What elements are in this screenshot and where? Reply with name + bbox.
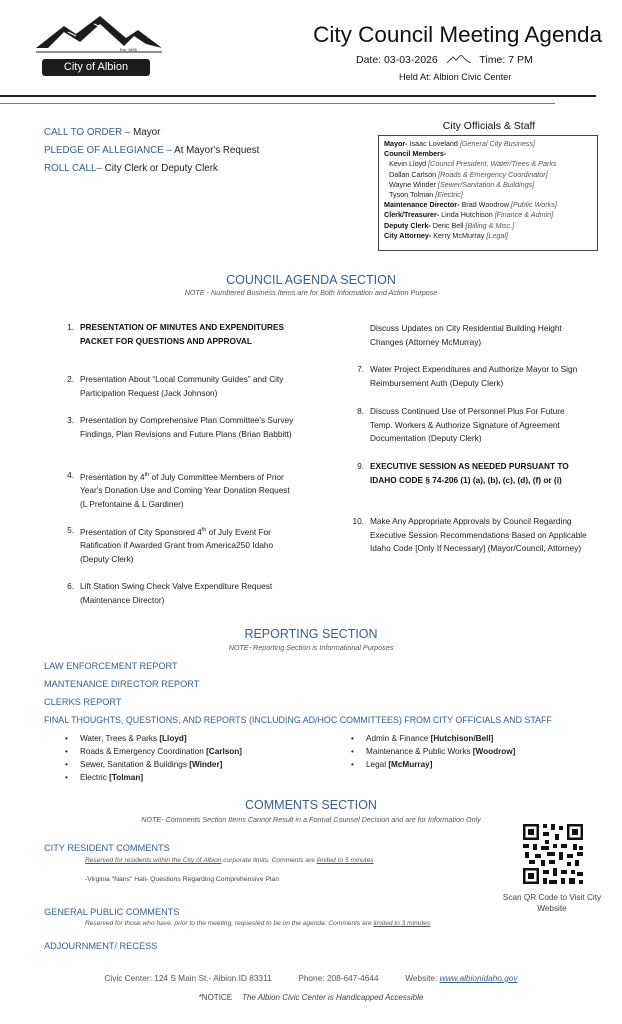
official-deputy-clerk: Deputy Clerk- Deric Bell [Billing & Misc.] — [384, 220, 515, 230]
time-label: Time: — [479, 54, 506, 66]
logo-text: City of Albion — [63, 61, 129, 73]
footer-contact — [0, 973, 622, 983]
council-member: Wayne Winder [Sewer/Sanitation & Buildings] — [389, 179, 535, 189]
header-rule-top — [0, 95, 596, 97]
report-bullet: • Legal [McMurray] — [351, 760, 433, 769]
logo-est: Est. 1895 — [120, 47, 137, 52]
comments-section-note: NOTE- Comments Section Items Cannot Result in a Formal Counsel Decision and are for Information Only — [141, 815, 481, 824]
adjournment: ADJOURNMENT/ RECESS — [44, 941, 158, 951]
city-logo — [34, 14, 164, 80]
report-bullet: • Maintenance & Public Works [Woodrow] — [351, 747, 516, 756]
council-member: Tyson Tolman [Electric] — [389, 190, 463, 200]
council-section-note: NOTE - Numbered Business Items are for Both Information and Action Purpose — [184, 288, 438, 297]
council-members-label: Council Members- — [384, 149, 447, 159]
official-maintenance: Maintenance Director- Brad Woodrow [Public Works] — [384, 200, 557, 210]
officials-box — [378, 135, 598, 251]
mountain-logo-icon — [34, 14, 164, 64]
public-comments-note: Reserved for those who have, prior to the meeting, requested to be on the agenda. Comments are limited to 3 minutes — [85, 920, 431, 927]
logo-banner — [42, 59, 150, 76]
resident-comments-title: CITY RESIDENT COMMENTS — [44, 843, 170, 853]
held-at: Held At: Albion Civic Center — [399, 72, 512, 82]
report-bullet: • Electric [Tolman] — [65, 773, 144, 782]
council-member: Dallan Carlson [Roads & Emergency Coordinator] — [389, 169, 548, 179]
report-final-thoughts: FINAL THOUGHTS, QUESTIONS, AND REPORTS (INCLUDING AD/HOC COMMITTEES) FROM CITY OFFICIALS AND STAFF — [44, 715, 552, 725]
council-member: Kevin Lloyd [Council President, Water/Trees & Parks — [389, 159, 557, 169]
footer-address: Civic Center: 124 S Main St.- Albion ID 83311 — [104, 973, 272, 983]
footer-phone: Phone: 208-647-4644 — [298, 973, 379, 983]
report-clerks: CLERKS REPORT — [44, 697, 122, 707]
footer-website-label: Website: — [405, 973, 438, 983]
reporting-section-title: REPORTING SECTION — [244, 627, 378, 641]
report-bullet: • Water, Trees & Parks [Lloyd] — [65, 734, 187, 743]
meeting-time: 7 PM — [508, 54, 533, 66]
date-label: Date: — [356, 54, 382, 66]
report-maintenance-director: MANTENANCE DIRECTOR REPORT — [44, 679, 200, 689]
header-rule-bottom — [0, 103, 555, 104]
official-clerk: Clerk/Treasurer- Linda Hutchison [Finance & Admin] — [384, 210, 554, 220]
report-law-enforcement: LAW ENFORCEMENT REPORT — [44, 661, 178, 671]
reporting-section-note: NOTE- Reporting Section is Informational Purposes — [228, 643, 394, 652]
website-link[interactable]: www.albionidaho.gov — [439, 973, 518, 983]
qr-caption: Scan QR Code to Visit City Website — [502, 893, 602, 913]
report-bullet: • Admin & Finance [Hutchison/Bell] — [351, 734, 494, 743]
officials-title: City Officials & Staff — [442, 120, 536, 132]
mountain-divider-icon — [447, 55, 471, 63]
footer-notice: *NOTICE The Albion Civic Center is Handicapped Accessible — [198, 993, 424, 1002]
report-bullet: • Roads & Emergency Coordination [Carlson] — [65, 747, 243, 756]
resident-comment-entry: -Virginia "Nans" Hall- Questions Regarding Comprehensive Plan — [85, 876, 279, 883]
call-to-order: CALL TO ORDER – Mayor — [44, 127, 161, 138]
page-title: City Council Meeting Agenda — [313, 22, 602, 47]
public-comments-title: GENERAL PUBLIC COMMENTS — [44, 907, 180, 917]
qr-code[interactable] — [521, 822, 585, 886]
resident-comments-note: Reserved for residents within the City of Albion corporate limits. Comments are limited to 5 minutes — [85, 857, 374, 864]
date-time-line — [356, 54, 533, 66]
pledge-of-allegiance: PLEDGE OF ALLEGIANCE – At Mayor's Request — [44, 145, 260, 156]
comments-section-title: COMMENTS SECTION — [245, 798, 377, 812]
official-attorney: City Attorney- Kerry McMurray [Legal] — [384, 230, 508, 240]
council-section-title: COUNCIL AGENDA SECTION — [226, 273, 396, 287]
meeting-date: 03-03-2026 — [384, 54, 438, 66]
roll-call: ROLL CALL– City Clerk or Deputy Clerk — [44, 163, 218, 174]
report-bullet: • Sewer, Sanitation & Buildings [Winder] — [65, 760, 223, 769]
official-mayor: Mayor- Isaac Loveland [General City Business] — [384, 139, 536, 148]
